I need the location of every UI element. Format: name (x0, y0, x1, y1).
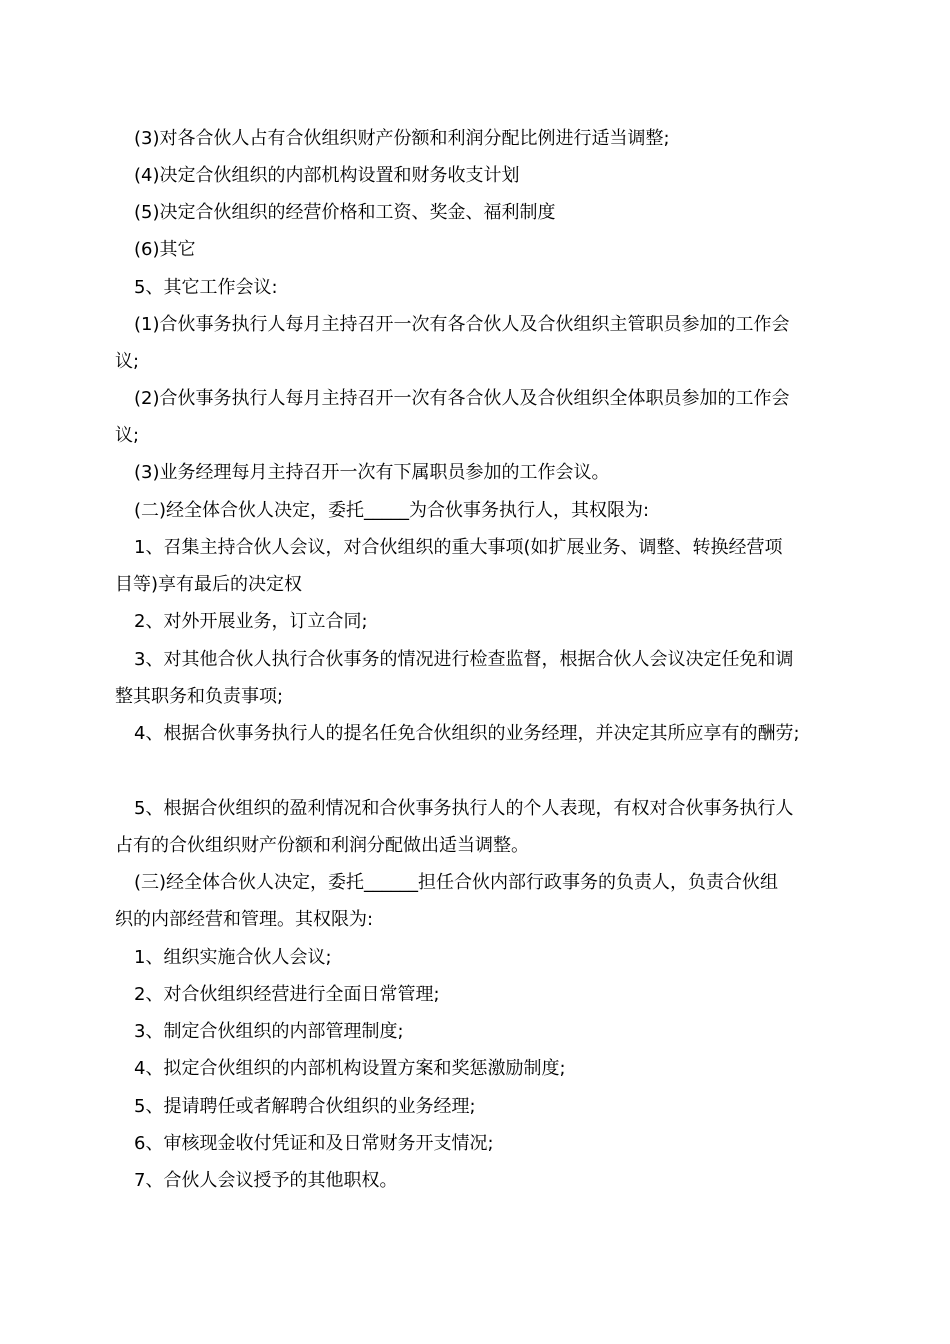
paragraph-line: 目等)享有最后的决定权 (115, 574, 303, 595)
paragraph-line: 2、对外开展业务，订立合同; (134, 611, 368, 632)
paragraph-line: 3、制定合伙组织的内部管理制度; (134, 1021, 404, 1042)
paragraph-line: 3、对其他合伙人执行合伙事务的情况进行检查监督，根据合伙人会议决定任免和调 (134, 649, 794, 670)
paragraph-line: (2)合伙事务执行人每月主持召开一次有各合伙人及合伙组织全体职员参加的工作会 (134, 388, 790, 409)
paragraph-line: 1、组织实施合伙人会议; (134, 947, 332, 968)
paragraph-line: (4)决定合伙组织的内部机构设置和财务收支计划 (134, 165, 520, 186)
paragraph-line: (6)其它 (134, 239, 196, 260)
paragraph-line: 占有的合伙组织财产份额和利润分配做出适当调整。 (115, 835, 529, 856)
paragraph-line: (3)业务经理每月主持召开一次有下属职员参加的工作会议。 (134, 462, 610, 483)
paragraph-line: (三)经全体合伙人决定，委托______担任合伙内部行政事务的负责人，负责合伙组 (134, 872, 779, 893)
paragraph-line: (3)对各合伙人占有合伙组织财产份额和利润分配比例进行适当调整; (134, 128, 670, 149)
paragraph-line: 4、拟定合伙组织的内部机构设置方案和奖惩激励制度; (134, 1058, 566, 1079)
paragraph-line: 2、对合伙组织经营进行全面日常管理; (134, 984, 440, 1005)
paragraph-line: (1)合伙事务执行人每月主持召开一次有各合伙人及合伙组织主管职员参加的工作会 (134, 314, 790, 335)
paragraph-line: 织的内部经营和管理。其权限为: (115, 909, 374, 930)
paragraph-line: 5、其它工作会议: (134, 277, 278, 298)
paragraph-line: 4、根据合伙事务执行人的提名任免合伙组织的业务经理，并决定其所应享有的酬劳; (134, 723, 800, 744)
paragraph-line: 整其职务和负责事项; (115, 686, 284, 707)
paragraph-line: 议; (115, 351, 140, 372)
paragraph-line: 议; (115, 425, 140, 446)
paragraph-line: (5)决定合伙组织的经营价格和工资、奖金、福利制度 (134, 202, 556, 223)
paragraph-line: 6、审核现金收付凭证和及日常财务开支情况; (134, 1133, 494, 1154)
paragraph-line: 1、召集主持合伙人会议，对合伙组织的重大事项(如扩展业务、调整、转换经营项 (134, 537, 783, 558)
paragraph-line: (二)经全体合伙人决定，委托_____为合伙事务执行人，其权限为: (134, 500, 650, 521)
paragraph-line: 5、根据合伙组织的盈利情况和合伙事务执行人的个人表现，有权对合伙事务执行人 (134, 798, 794, 819)
paragraph-line: 7、合伙人会议授予的其他职权。 (134, 1170, 398, 1191)
paragraph-line: 5、提请聘任或者解聘合伙组织的业务经理; (134, 1096, 476, 1117)
